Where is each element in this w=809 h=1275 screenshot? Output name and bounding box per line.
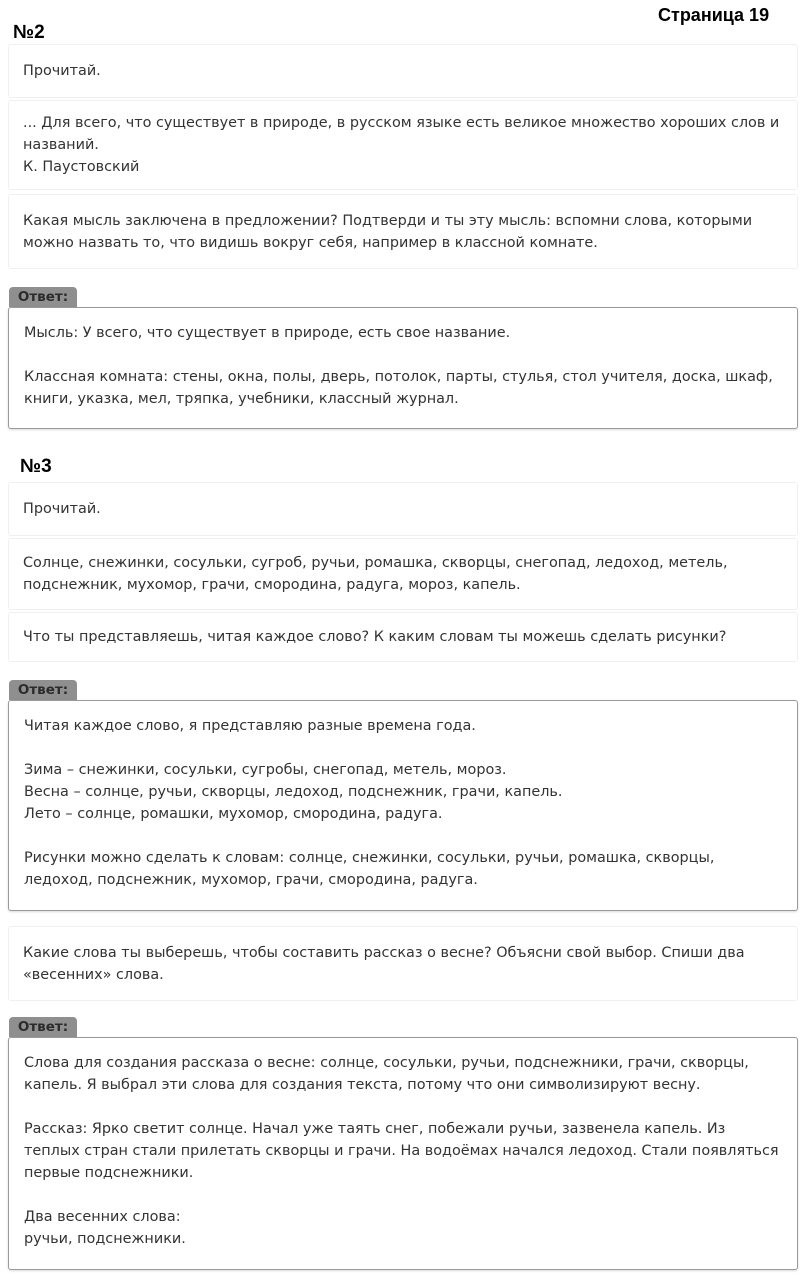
task-2-instruction-text: Прочитай. (23, 63, 101, 79)
task-3-answer-1-intro: Читая каждое слово, я представляю разные времена года. (24, 718, 476, 734)
task-2-quote-text: ... Для всего, что существует в природе, в русском языке есть великое множество хороших слов и названий. (23, 115, 780, 153)
task-3-question-1 (8, 612, 798, 662)
task-3-words-text: Солнце, снежинки, сосульки, сугроб, ручьи, ромашка, скворцы, снегопад, ледоход, метель, подснежник, мухомор, грачи, смородина, радуга, мороз, капель. (23, 555, 728, 593)
page-number-label: Страница 19 (658, 5, 770, 25)
task-3-question-2 (8, 926, 798, 1001)
task-3-answer-1-pictures: Рисунки можно сделать к словам: солнце, снежинки, сосульки, ручьи, ромашка, скворцы, ледоход, подснежник, мухомор, грачи, смородина, радуга. (24, 850, 715, 888)
task-3-instruction (8, 482, 798, 536)
task-3-question-1-text: Что ты представляешь, читая каждое слово? К каким словам ты можешь сделать рисунки? (23, 629, 727, 645)
task-3-answer-1-winter: Зима – снежинки, сосульки, сугробы, снегопад, метель, мороз. (24, 762, 507, 778)
task-2-instruction (8, 44, 798, 98)
task-3-answer-1-spring: Весна – солнце, ручьи, скворцы, ледоход, подснежник, грачи, капель. (24, 784, 563, 800)
task-2-answer-classroom: Классная комната: стены, окна, полы, дверь, потолок, парты, стулья, стол учителя, доска, шкаф, книги, указка, мел, тряпка, учебники, классный журнал. (24, 369, 773, 407)
task-3-answer-2-story: Рассказ: Ярко светит солнце. Начал уже таять снег, побежали ручьи, зазвенела капель. Из теплых стран стали прилетать скворцы и грачи. На водоёмах начался ледоход. Стали появляться первые подснежники. (24, 1121, 779, 1181)
task-3-answer-1-box (8, 700, 798, 911)
task-2-question (8, 194, 798, 269)
task-3-answer-1-summer: Лето – солнце, ромашки, мухомор, смородина, радуга. (24, 806, 443, 822)
task-3-words (8, 538, 798, 610)
task-3-answer-2-words: Слова для создания рассказа о весне: солнце, сосульки, ручьи, подснежники, грачи, скворцы, капель. Я выбрал эти слова для создания текста, потому что они символизируют весну. (24, 1055, 749, 1093)
task-3-instruction-text: Прочитай. (23, 501, 101, 517)
task-3-answer-2-two-label: Два весенних слова: (24, 1209, 181, 1225)
task-2-answer-label: Ответ: (9, 287, 77, 307)
task-2-quote-author: К. Паустовский (23, 159, 140, 175)
task-3-answer-2-label: Ответ: (9, 1017, 77, 1037)
task-2-quote (8, 100, 798, 190)
task-3-answer-1-label: Ответ: (9, 680, 77, 700)
task-2-question-text: Какая мысль заключена в предложении? Подтверди и ты эту мысль: вспомни слова, которыми можно назвать то, что видишь вокруг себя, например в классной комнате. (23, 212, 753, 251)
task-3-answer-2-two-words: ручьи, подснежники. (24, 1231, 186, 1247)
task-3-question-2-text: Какие слова ты выберешь, чтобы составить рассказ о весне? Объясни свой выбор. Спиши два «весенних» слова. (23, 944, 745, 983)
task-2-answer-thought: Мысль: У всего, что существует в природе, есть свое название. (24, 325, 511, 341)
task-3-number: №3 (20, 456, 52, 477)
task-2-number: №2 (13, 22, 45, 43)
task-3-answer-2-box (8, 1037, 798, 1270)
task-2-answer-box (8, 307, 798, 429)
